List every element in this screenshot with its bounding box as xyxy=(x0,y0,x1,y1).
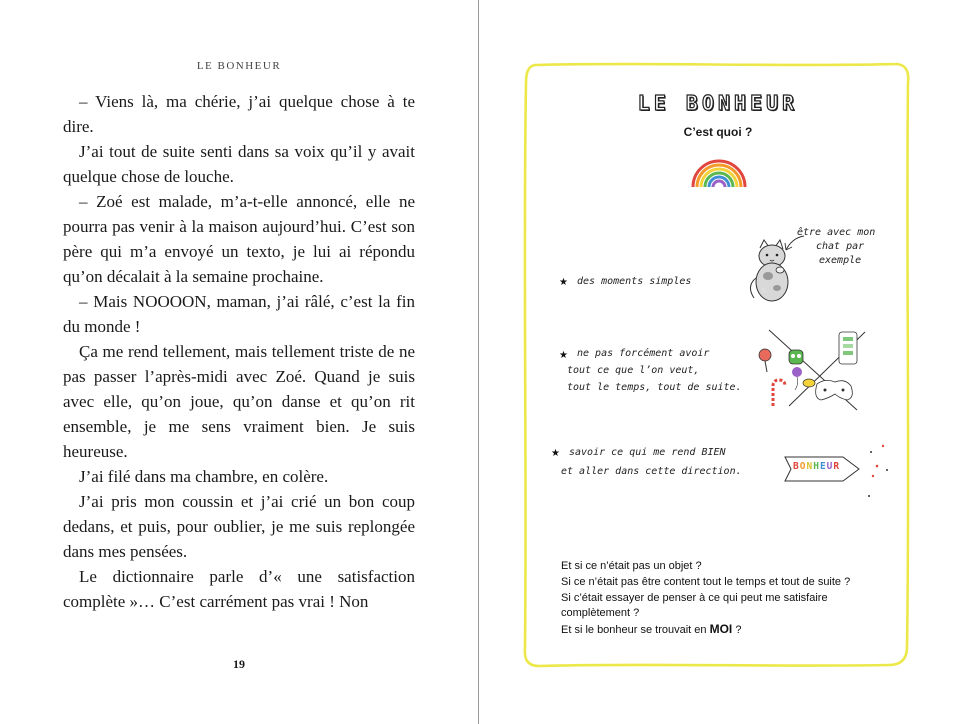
cat-note-line: chat par xyxy=(816,241,865,252)
candy-cane-icon xyxy=(773,380,785,406)
item-direction-line: et aller dans cette direction. xyxy=(561,466,742,477)
paragraph: – Zoé est malade, m’a-t-elle annoncé, elle ne pourra pas venir à la maison aujourd’hui. C’est son père qui m’a envoyé un texto, je lui ai répondu qu’on décalait à la semaine prochaine. xyxy=(63,192,415,286)
item-not-everything-line: tout ce que l’on veut, xyxy=(567,365,700,376)
game-controller-icon xyxy=(816,380,853,400)
sparkle-icon xyxy=(863,440,893,500)
question-list xyxy=(561,559,901,639)
paragraph: – Viens là, ma chérie, j’ai quelque chose à te dire. xyxy=(63,92,415,136)
star-bullet-icon: ★ xyxy=(559,277,568,288)
body-text xyxy=(63,89,415,614)
item-direction-line: savoir ce qui me rend BIEN xyxy=(569,447,726,458)
item-not-everything-line: ne pas forcément avoir xyxy=(577,348,710,359)
question-text: Et si le bonheur se trouvait en xyxy=(561,624,707,637)
question-line: Si c’était essayer de penser à ce qui peut me satisfaire xyxy=(561,591,828,604)
paragraph: – Mais NOOOON, maman, j’ai râlé, c’est la fin du monde ! xyxy=(63,292,415,336)
running-head: LE BONHEUR xyxy=(196,60,282,72)
question-end: ? xyxy=(732,624,742,637)
arrow-sign-label: BONHEUR xyxy=(793,461,841,472)
star-bullet-icon: ★ xyxy=(559,350,568,361)
owl-toy-icon xyxy=(789,350,803,364)
arrow-icon xyxy=(782,234,806,254)
question-line: complètement ? xyxy=(561,607,640,620)
star-bullet-icon: ★ xyxy=(551,448,560,459)
page-subtitle: C’est quoi ? xyxy=(683,125,753,139)
item-moments: des moments simples xyxy=(577,276,692,287)
page-title: LE BONHEUR xyxy=(637,91,799,115)
cat-note-line: être avec mon xyxy=(797,227,876,238)
question-line xyxy=(561,622,901,639)
paragraph: Ça me rend tellement, mais tellement triste de ne pas passer l’après-midi avec Zoé. Quand je suis avec elle, qu’on joue, qu’on danse et qu’on rit ensemble, je me sens vraiment bien. Je suis heureuse. xyxy=(63,342,415,461)
balloon-icon xyxy=(792,367,802,390)
rainbow-icon xyxy=(689,153,749,191)
cat-note-line: exemple xyxy=(819,255,862,266)
paragraph: J’ai tout de suite senti dans sa voix qu’il y avait quelque chose de louche. xyxy=(63,142,415,186)
paragraph: J’ai pris mon coussin et j’ai crié un bon coup dedans, et puis, pour oublier, je me suis replongée dans mes pensées. xyxy=(63,492,415,561)
question-line: Et si ce n’était pas un objet ? xyxy=(561,560,702,572)
paragraph: J’ai filé dans ma chambre, en colère. xyxy=(79,467,329,486)
left-page xyxy=(0,0,478,724)
page-number: 19 xyxy=(233,657,245,671)
phone-icon xyxy=(839,332,857,364)
right-page xyxy=(479,0,957,724)
lollipop-icon xyxy=(759,349,771,372)
objects-crossed-drawing xyxy=(755,328,883,414)
question-emphasis: MOI xyxy=(709,622,733,637)
candy-icon xyxy=(803,379,815,387)
paragraph: Le dictionnaire parle d’« une satisfaction complète »… C’est carrément pas vrai ! Non xyxy=(63,567,415,611)
question-line: Si ce n’était pas être content tout le temps et tout de suite ? xyxy=(561,575,851,588)
item-not-everything-line: tout le temps, tout de suite. xyxy=(567,382,742,393)
